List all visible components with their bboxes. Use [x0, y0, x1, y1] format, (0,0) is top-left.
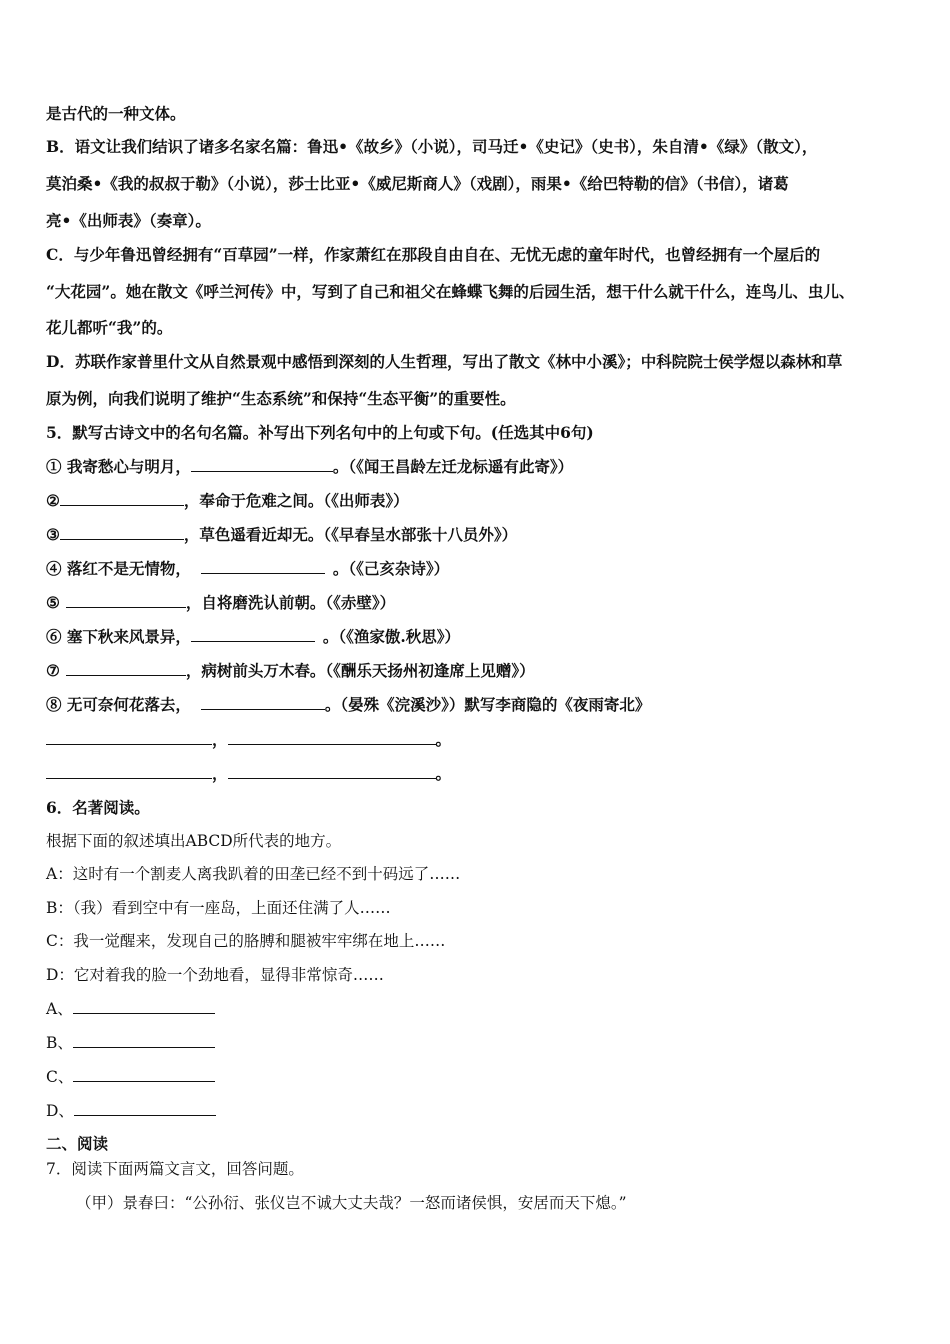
option-c-label: C． [46, 245, 74, 264]
blank-4[interactable] [201, 559, 325, 574]
blank-8[interactable] [201, 695, 325, 710]
option-d-line-1: D．苏联作家普里什文从自然景观中感悟到深刻的人生哲理，写出了散文《林中小溪》；中科院院士侯学煜以森林和草 [46, 352, 843, 371]
poem-item-3: ③ ，草色遥看近却无。（《早春呈水部张十八员外》） [46, 525, 518, 544]
option-b-label: B． [46, 137, 75, 156]
section-2-title: 二、阅读 [46, 1134, 109, 1153]
blank-answer-a[interactable] [73, 999, 215, 1014]
option-d-label: D． [46, 352, 75, 371]
yeyu-line-1: ， 。 [46, 730, 451, 750]
question-6-title: 6．名著阅读。 [46, 798, 150, 817]
blank-3[interactable] [60, 525, 184, 540]
passage-jia-line: （甲）景春曰：“公孙衍、张仪岂不诚大丈夫哉？一怒而诸侯惧，安居而天下熄。” [76, 1194, 627, 1212]
question-7-title: 7．阅读下面两篇文言文，回答问题。 [46, 1160, 304, 1178]
line-wenti: 是古代的一种文体。 [46, 104, 186, 123]
option-c-line-3: 花儿都听“我”的。 [46, 318, 173, 337]
answer-b: B、 [46, 1033, 215, 1053]
option-c-line-1: C．与少年鲁迅曾经拥有“百草园”一样，作家萧红在那段自由自在、无忧无虑的童年时代，也曾经拥有一个屋后的 [46, 245, 821, 264]
poem-item-7: ⑦ ，病树前头万木春。（《酬乐天扬州初逢席上见赠》） [46, 661, 535, 680]
blank-6[interactable] [191, 627, 315, 642]
blank-7[interactable] [66, 661, 186, 676]
clue-a: A：这时有一个割麦人离我趴着的田垄已经不到十码远了…… [46, 865, 461, 883]
clue-d: D：它对着我的脸一个劲地看，显得非常惊奇…… [46, 966, 384, 984]
option-b-line-2: 莫泊桑•《我的叔叔于勒》（小说），莎士比亚•《威尼斯商人》（戏剧），雨果•《给巴特勒的信》（书信），诸葛 [46, 174, 789, 193]
poem-item-5: ⑤ ，自将磨洗认前朝。（《赤壁》） [46, 593, 396, 612]
yeyu-line-2: ， 。 [46, 764, 451, 784]
blank-yeyu-2[interactable] [228, 730, 436, 745]
blank-answer-c[interactable] [73, 1067, 215, 1082]
clue-b: B：（我）看到空中有一座岛，上面还住满了人…… [46, 899, 391, 917]
blank-2[interactable] [60, 491, 184, 506]
blank-answer-d[interactable] [74, 1101, 216, 1116]
blank-yeyu-4[interactable] [228, 764, 436, 779]
question-6-instruction: 根据下面的叙述填出ABCD所代表的地方。 [46, 832, 342, 850]
option-b-line-1: B．语文让我们结识了诸多名家名篇：鲁迅•《故乡》（小说），司马迁•《史记》（史书），朱自清•《绿》（散文）， [46, 137, 818, 156]
poem-item-8: ⑧ 无可奈何花落去， 。（晏殊《浣溪沙》）默写李商隐的《夜雨寄北》 [46, 695, 651, 714]
question-5-title: 5．默写古诗文中的名句名篇。补写出下列名句中的上句或下句。(任选其中6句) [46, 423, 594, 442]
poem-item-6: ⑥ 塞下秋来风景异， 。（《渔家傲.秋思》） [46, 627, 461, 646]
blank-answer-b[interactable] [73, 1033, 215, 1048]
blank-yeyu-3[interactable] [46, 764, 212, 779]
answer-a: A、 [46, 999, 215, 1019]
poem-item-1: ① 我寄愁心与明月， 。（《闻王昌龄左迁龙标遥有此寄》） [46, 457, 574, 476]
option-d-line-2: 原为例，向我们说明了维护“生态系统”和保持“生态平衡”的重要性。 [46, 389, 516, 408]
option-c-line-2: “大花园”。她在散文《呼兰河传》中，写到了自己和祖父在蜂蝶飞舞的后园生活，想干什么就干什么，连鸟儿、虫儿、 [46, 282, 855, 301]
answer-d: D、 [46, 1101, 216, 1121]
poem-item-2: ② ，奉命于危难之间。（《出师表》） [46, 491, 409, 510]
poem-item-4: ④ 落红不是无情物， 。（《己亥杂诗》） [46, 559, 450, 578]
option-b-line-3: 亮•《出师表》（奏章）。 [46, 211, 211, 230]
blank-1[interactable] [191, 457, 333, 472]
clue-c: C：我一觉醒来，发现自己的胳膊和腿被牢牢绑在地上…… [46, 932, 446, 950]
blank-yeyu-1[interactable] [46, 730, 212, 745]
answer-c: C、 [46, 1067, 215, 1087]
blank-5[interactable] [66, 593, 186, 608]
